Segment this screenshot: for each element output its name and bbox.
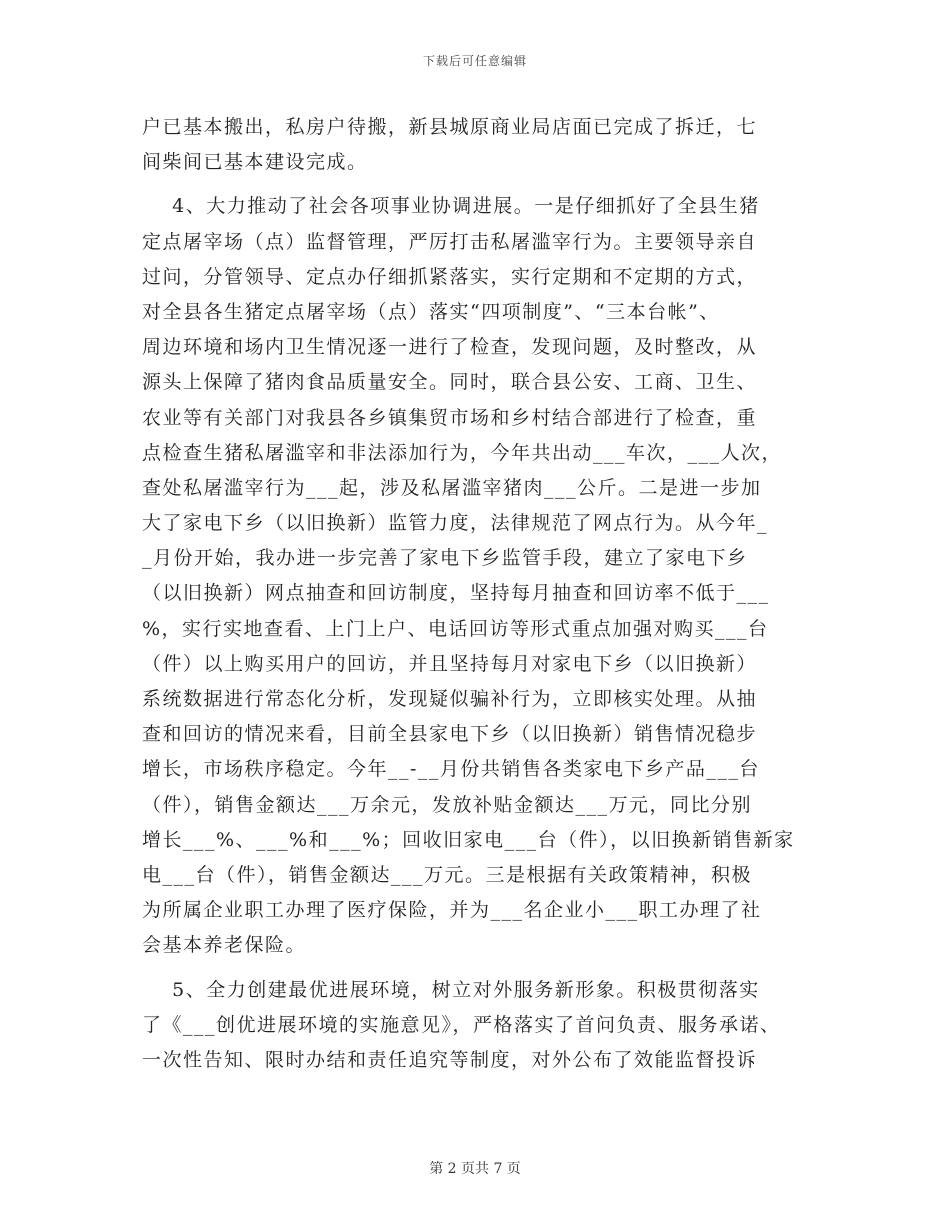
text-line: 定点屠宰场（点）监督管理，严厉打击私屠滥宰行为。主要领导亲自 (142, 230, 758, 253)
text-line: 了《___创优进展环境的实施意见》，严格落实了首问负责、服务承诺、 (142, 1013, 781, 1036)
text-line: 大了家电下乡（以旧换新）监管力度，法律规范了网点行为。从今年_ (142, 512, 769, 535)
text-line: 查和回访的情况来看，目前全县家电下乡（以旧换新）销售情况稳步 (142, 723, 758, 746)
paragraph (142, 189, 810, 963)
text-line: 户已基本搬出，私房户待搬，新县城原商业局店面已完成了拆迁，七 (142, 116, 758, 138)
text-line: 系统数据进行常态化分析，发现疑似骗补行为，立即核实处理。从抽 (142, 688, 758, 710)
page-footer: 第 2 页共 7 页 (429, 1161, 521, 1177)
text-line: %，实行实地查看、上门上户、电话回访等形式重点加强对购买___台 (142, 617, 769, 640)
text-line: 增长___%、___%和___%；回收旧家电___台（件），以旧换新销售新家 (142, 828, 795, 851)
page-header: 下载后可任意编辑 (422, 54, 527, 68)
document-body (142, 110, 810, 1078)
paragraph (142, 110, 810, 180)
paragraph (142, 973, 810, 1079)
text-line: 周边环境和场内卫生情况逐一进行了检查，发现问题，及时整改，从 (142, 336, 758, 359)
text-line: 一次性告知、限时办结和责任追究等制度，对外公布了效能监督投诉 (142, 1048, 758, 1071)
text-line: 4、大力推动了社会各项事业协调进展。一是仔细抓好了全县生猪 (142, 195, 760, 218)
text-line: 点检查生猪私屠滥宰和非法添加行为，今年共出动___车次，___人次， (142, 441, 783, 464)
text-line: 对全县各生猪定点屠宰场（点）落实“四项制度”、“三本台帐”、 (142, 300, 720, 323)
text-line: 间柴间已基本建设完成。 (142, 151, 368, 174)
text-line: 会基本养老保险。 (142, 934, 307, 957)
text-line: _月份开始，我办进一步完善了家电下乡监管手段，建立了家电下乡 (142, 547, 748, 570)
text-line: 为所属企业职工办理了医疗保险，并为___名企业小___职工办理了社 (142, 899, 762, 922)
text-line: 电___台（件），销售金额达___万元。三是根据有关政策精神，积极 (142, 863, 753, 886)
text-line: 增长，市场秩序稳定。今年__-__月份共销售各类家电下乡产品___台 (142, 758, 760, 781)
text-line: 农业等有关部门对我县各乡镇集贸市场和乡村结合部进行了检查，重 (142, 406, 758, 429)
text-line: 过问，分管领导、定点办仔细抓紧落实，实行定期和不定期的方式， (142, 265, 758, 288)
text-line: （以旧换新）网点抽查和回访制度，坚持每月抽查和回访率不低于___ (142, 582, 770, 605)
text-line: 查处私屠滥宰行为___起，涉及私屠滥宰猪肉___公斤。二是进一步加 (142, 476, 762, 499)
text-line: 5、全力创建最优进展环境，树立对外服务新形象。积极贯彻落实 (142, 978, 760, 1001)
text-line: （件），销售金额达___万余元，发放补贴金额达___万元，同比分别 (142, 793, 753, 816)
text-line: （件）以上购买用户的回访，并且坚持每月对家电下乡（以旧换新） (142, 652, 758, 675)
text-line: 源头上保障了猪肉食品质量安全。同时，联合县公安、工商、卫生、 (142, 371, 758, 394)
